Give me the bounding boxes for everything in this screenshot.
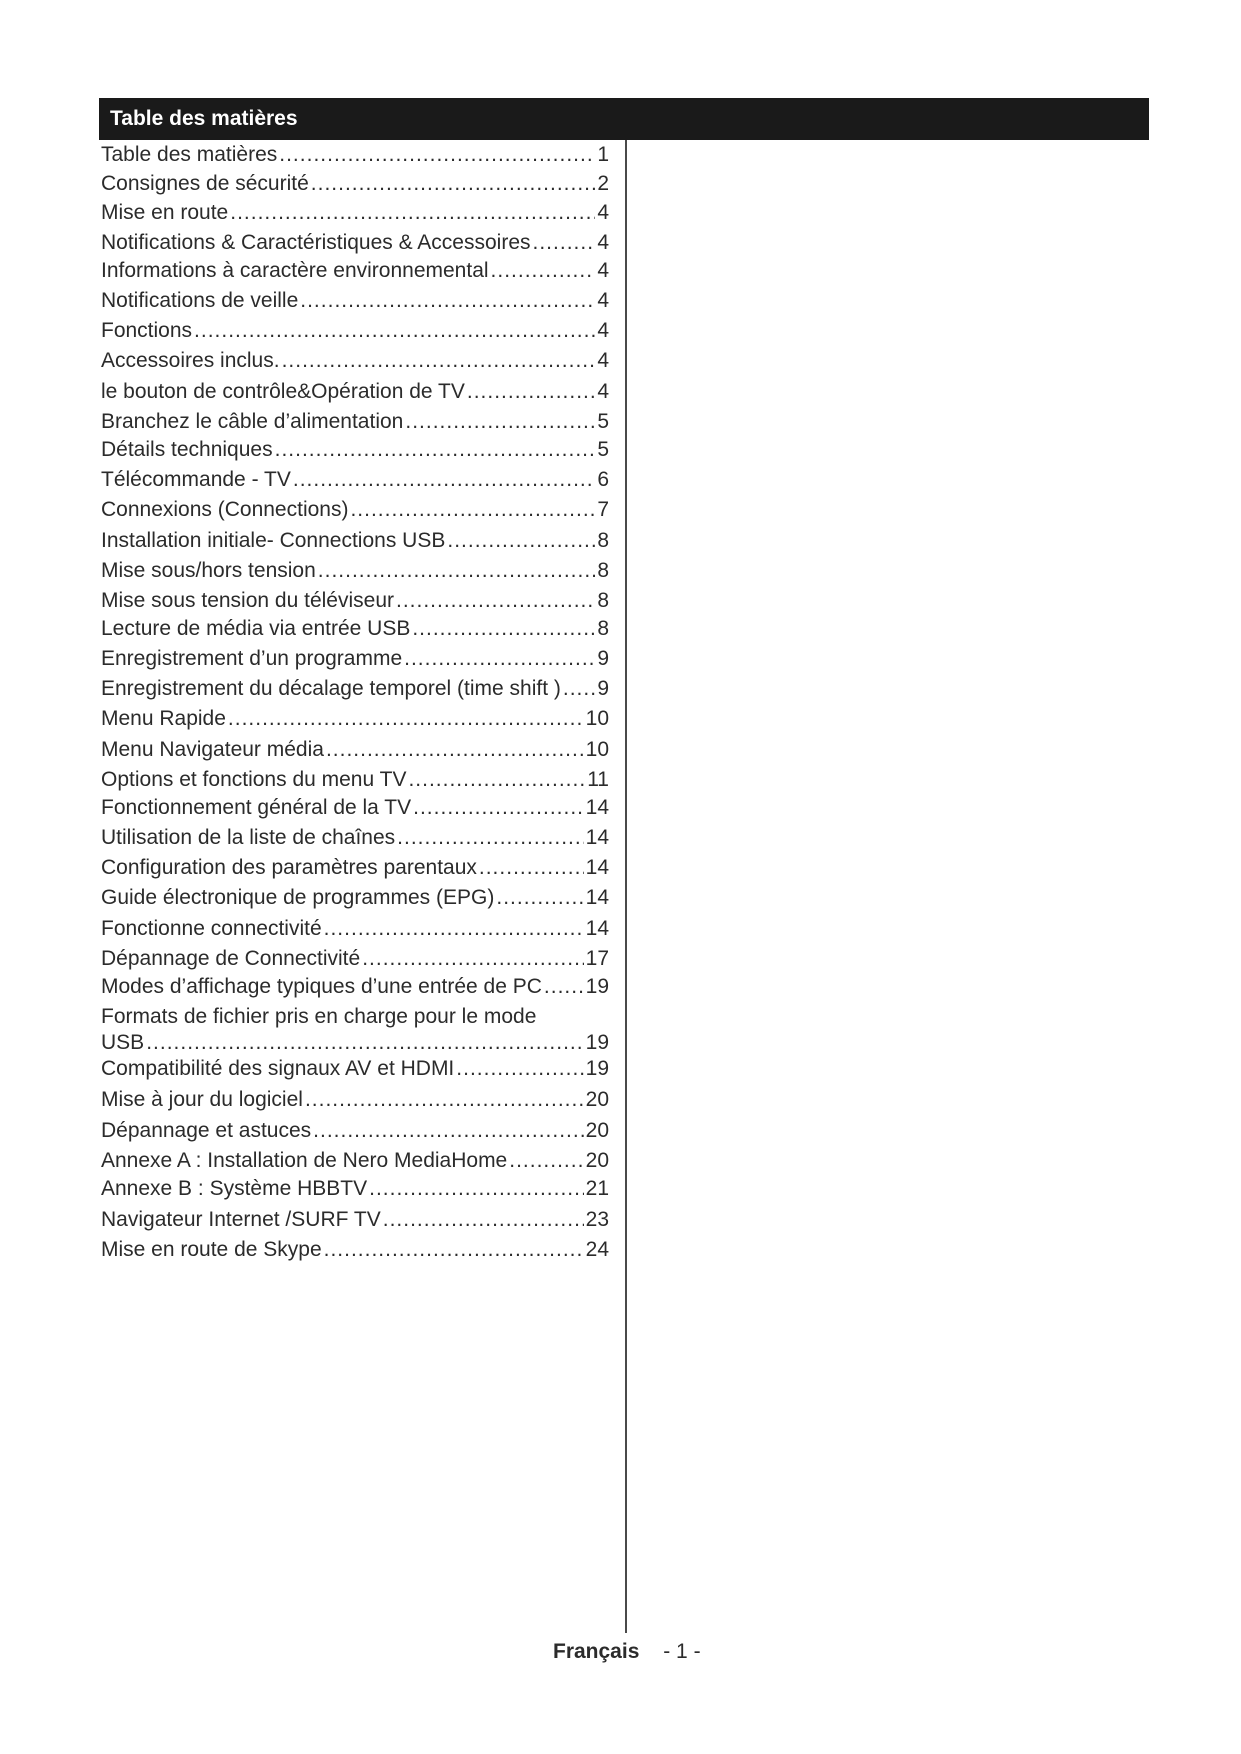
toc-entry[interactable] <box>101 528 609 554</box>
toc-entry-page: 4 <box>597 231 609 254</box>
toc-entry-title: Menu Rapide <box>101 707 226 730</box>
toc-entry[interactable] <box>101 1087 609 1113</box>
toc-entry-page: 19 <box>585 1031 609 1054</box>
toc-dot-leader <box>362 946 583 972</box>
toc-entry-page: 24 <box>585 1238 609 1261</box>
toc-entry[interactable] <box>101 348 609 374</box>
toc-dot-leader <box>496 885 583 911</box>
toc-entry-title: Navigateur Internet /SURF TV <box>101 1208 381 1231</box>
toc-dot-leader <box>300 288 595 314</box>
toc-dot-leader <box>230 200 595 226</box>
toc-dot-leader <box>467 379 595 405</box>
toc-dot-leader <box>293 467 595 493</box>
toc-entry-title: Fonctions <box>101 319 193 342</box>
toc-entry[interactable] <box>101 795 609 821</box>
toc-entry-page: 8 <box>597 617 609 640</box>
toc-entry-title: Compatibilité des signaux AV et HDMI <box>101 1057 455 1080</box>
toc-entry-title: Accessoires inclus. <box>101 349 280 372</box>
toc-dot-leader <box>404 646 595 672</box>
toc-dot-leader <box>544 974 584 1000</box>
toc-entry[interactable] <box>101 737 609 763</box>
toc-dot-leader <box>305 1087 584 1113</box>
page-number: - 1 - <box>663 1640 701 1663</box>
toc-entry[interactable] <box>101 974 609 1000</box>
toc-entry-title: Formats de fichier pris en charge pour le mode <box>101 1005 537 1028</box>
toc-entry-title: Dépannage et astuces <box>101 1119 312 1142</box>
toc-dot-leader <box>413 795 584 821</box>
toc-dot-leader <box>412 616 595 642</box>
toc-entry[interactable] <box>101 230 609 256</box>
toc-entry-title: Menu Navigateur média <box>101 738 324 761</box>
toc-dot-leader <box>146 1030 583 1056</box>
toc-dot-leader <box>509 1148 583 1174</box>
toc-entry[interactable] <box>101 885 609 911</box>
toc-dot-leader <box>479 855 584 881</box>
toc-entry-page: 4 <box>597 259 609 282</box>
toc-entry[interactable] <box>101 467 609 493</box>
toc-dot-leader <box>369 1176 584 1202</box>
toc-entry-page: 20 <box>585 1149 609 1172</box>
footer-language: Français <box>553 1640 640 1663</box>
toc-entry-page: 9 <box>597 677 609 700</box>
toc-entry-title: Connexions (Connections) <box>101 498 349 521</box>
toc-entry-page: 14 <box>585 917 609 940</box>
toc-entry[interactable] <box>101 497 609 523</box>
toc-entry-page: 4 <box>597 201 609 224</box>
toc-dot-leader <box>447 528 595 554</box>
toc-entry[interactable] <box>101 288 609 314</box>
toc-entry-page: 14 <box>585 826 609 849</box>
toc-entry-page: 5 <box>597 438 609 461</box>
toc-entry-title: Annexe A : Installation de Nero MediaHome <box>101 1149 508 1172</box>
toc-entry-title: Modes d’affichage typiques d’une entrée de PC <box>101 975 542 998</box>
toc-entry-title: Lecture de média via entrée USB <box>101 617 411 640</box>
toc-entry[interactable] <box>101 646 609 672</box>
toc-entry-title: Annexe B : Système HBBTV <box>101 1177 368 1200</box>
toc-entry-title: Notifications & Caractéristiques & Accessoires <box>101 231 531 254</box>
toc-entry-page: 1 <box>597 143 609 166</box>
toc-entry-title: Enregistrement d’un programme <box>101 647 403 670</box>
toc-entry[interactable] <box>101 855 609 881</box>
toc-entry[interactable] <box>101 200 609 226</box>
toc-dot-leader <box>563 676 595 702</box>
toc-entry[interactable] <box>101 379 609 405</box>
toc-entry[interactable] <box>101 318 609 344</box>
toc-dot-leader <box>456 1056 583 1082</box>
toc-dot-leader <box>396 588 595 614</box>
section-header <box>99 98 1149 140</box>
toc-dot-leader <box>383 1207 584 1233</box>
toc-entry[interactable] <box>101 437 609 463</box>
toc-entry[interactable] <box>101 616 609 642</box>
toc-entry[interactable] <box>101 916 609 942</box>
toc-dot-leader <box>275 437 596 463</box>
toc-entry[interactable] <box>101 706 609 732</box>
toc-dot-leader <box>318 558 596 584</box>
toc-entry-page: 14 <box>585 856 609 879</box>
toc-entry[interactable] <box>101 1237 609 1263</box>
toc-dot-leader <box>313 1118 583 1144</box>
toc-dot-leader <box>350 497 595 523</box>
toc-entry[interactable] <box>101 409 609 435</box>
toc-entry[interactable] <box>101 1004 609 1056</box>
toc-entry[interactable] <box>101 258 609 284</box>
toc-entry-title: le bouton de contrôle&Opération de TV <box>101 380 465 403</box>
toc-entry-title: Mise à jour du logiciel <box>101 1088 303 1111</box>
toc-entry-page: 17 <box>585 947 609 970</box>
toc-entry-page: 10 <box>585 707 609 730</box>
toc-entry-title: Mise sous/hors tension <box>101 559 316 582</box>
toc-entry-page: 5 <box>597 410 609 433</box>
toc-entry-title: Guide électronique de programmes (EPG) <box>101 886 495 909</box>
toc-entry-title: Mise sous tension du téléviseur <box>101 589 394 612</box>
toc-entry-title: Options et fonctions du menu TV <box>101 768 407 791</box>
toc-entry-page: 21 <box>585 1177 609 1200</box>
toc-entry-title: Table des matières <box>101 143 278 166</box>
toc-dot-leader <box>279 142 595 168</box>
toc-entry-title: Installation initiale- Connections USB <box>101 529 446 552</box>
toc-entry-title: Mise en route <box>101 201 229 224</box>
toc-entry-title: Utilisation de la liste de chaînes <box>101 826 396 849</box>
toc-entry-page: 19 <box>585 975 609 998</box>
toc-entry-title: Dépannage de Connectivité <box>101 947 361 970</box>
toc-entry-page: 4 <box>597 349 609 372</box>
toc-dot-leader <box>228 706 584 732</box>
toc-entry[interactable] <box>101 588 609 614</box>
toc-entry[interactable] <box>101 767 609 793</box>
toc-entry-page: 19 <box>585 1057 609 1080</box>
toc-dot-leader <box>326 737 584 763</box>
toc-entry-title: Configuration des paramètres parentaux <box>101 856 477 879</box>
toc-entry-page: 14 <box>585 886 609 909</box>
toc-dot-leader <box>194 318 595 344</box>
toc-entry-page: 8 <box>597 529 609 552</box>
toc-entry[interactable] <box>101 171 609 197</box>
toc-entry-page: 6 <box>597 468 609 491</box>
toc-entry-title: Consignes de sécurité <box>101 172 309 195</box>
toc-entry-page: 10 <box>585 738 609 761</box>
toc-entry-title: Télécommande - TV <box>101 468 291 491</box>
toc-entry[interactable] <box>101 1207 609 1233</box>
toc-dot-leader <box>397 825 583 851</box>
section-title: Table des matières <box>110 107 298 130</box>
toc-entry[interactable] <box>101 676 609 702</box>
toc-entry-title: Détails techniques <box>101 438 273 461</box>
toc-dot-leader <box>324 916 584 942</box>
toc-dot-leader <box>405 409 595 435</box>
toc-entry[interactable] <box>101 1056 609 1082</box>
toc-entry-title: Informations à caractère environnemental <box>101 259 489 282</box>
toc-entry-title: Fonctionne connectivité <box>101 917 322 940</box>
toc-entry-page: 20 <box>585 1088 609 1111</box>
toc-entry-title: Enregistrement du décalage temporel (time shift ) <box>101 677 561 700</box>
toc-entry-title-continued: USB <box>101 1031 145 1054</box>
toc-entry[interactable] <box>101 1118 609 1144</box>
toc-entry-page: 7 <box>597 498 609 521</box>
toc-entry-title: Notifications de veille <box>101 289 299 312</box>
toc-entry-title: Fonctionnement général de la TV <box>101 796 412 819</box>
toc-entry[interactable] <box>101 1148 609 1174</box>
toc-entry-page: 4 <box>597 380 609 403</box>
toc-entry[interactable] <box>101 142 609 168</box>
toc-entry-page: 20 <box>585 1119 609 1142</box>
toc-entry-page: 11 <box>587 768 609 791</box>
toc-entry-page: 4 <box>597 289 609 312</box>
toc-dot-leader <box>408 767 585 793</box>
toc-dot-leader <box>324 1237 584 1263</box>
toc-entry-page: 2 <box>597 172 609 195</box>
toc-entry[interactable] <box>101 946 609 972</box>
toc-dot-leader <box>311 171 596 197</box>
toc-entry-page: 9 <box>597 647 609 670</box>
toc-entry[interactable] <box>101 558 609 584</box>
toc-entry[interactable] <box>101 825 609 851</box>
toc-entry-page: 14 <box>585 796 609 819</box>
toc-entry-page: 8 <box>597 589 609 612</box>
toc-dot-leader <box>491 258 596 284</box>
toc-entry-page: 8 <box>597 559 609 582</box>
toc-entry-page: 23 <box>585 1208 609 1231</box>
toc-dot-leader <box>282 348 596 374</box>
toc-entry-page: 4 <box>597 319 609 342</box>
toc-dot-leader <box>533 230 596 256</box>
column-divider <box>625 140 627 1633</box>
toc-entry-title: Mise en route de Skype <box>101 1238 322 1261</box>
toc-entry[interactable] <box>101 1176 609 1202</box>
toc-entry-title: Branchez le câble d’alimentation <box>101 410 404 433</box>
